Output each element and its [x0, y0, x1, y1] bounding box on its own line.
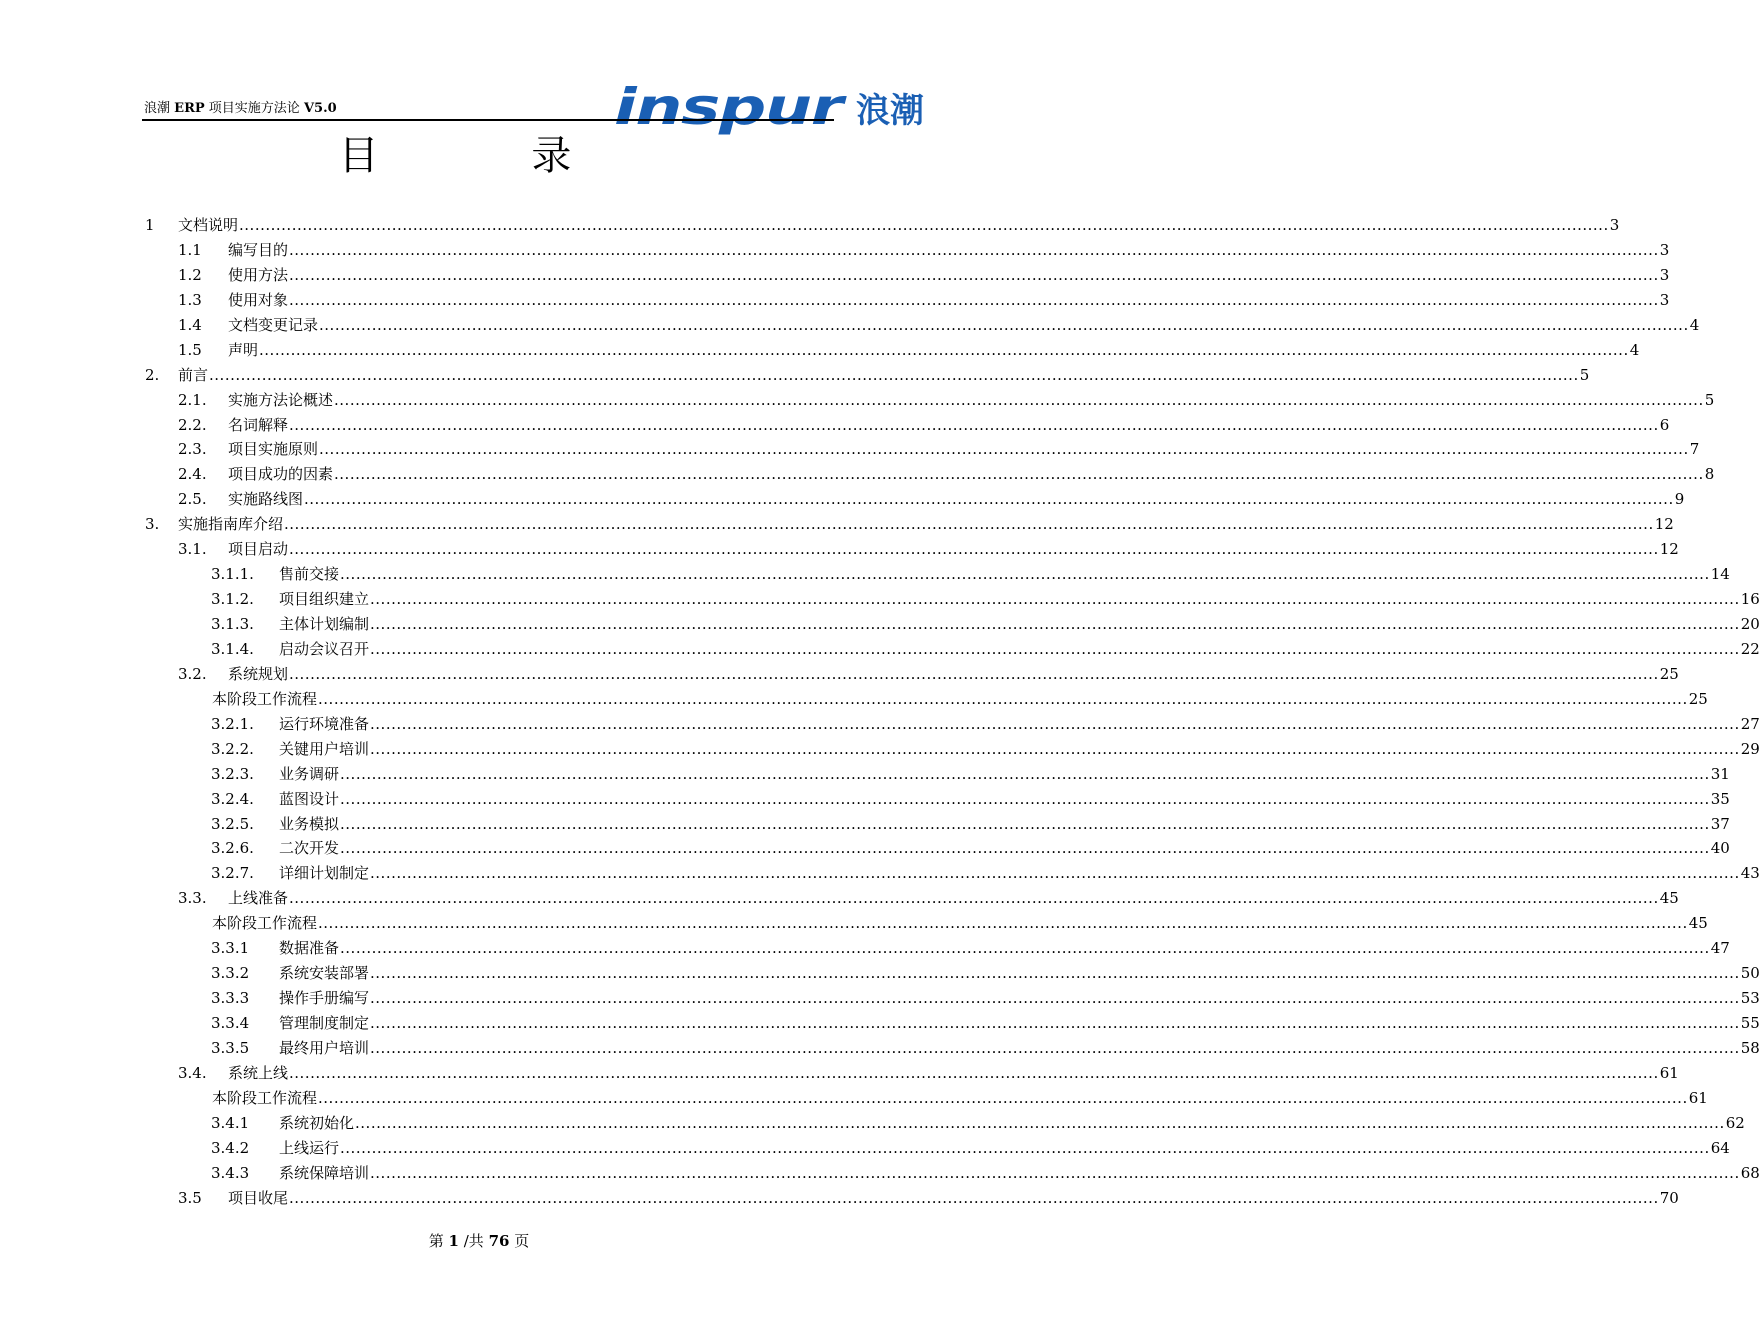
footer-prefix: 第	[428, 1232, 444, 1250]
toc-leader-dots: ....................................................................................................................................................................................................................................................................	[289, 415, 1659, 434]
toc-line	[279, 861, 1760, 886]
toc-line	[178, 363, 1590, 388]
toc-number: 3.2.5.	[211, 814, 254, 833]
toc-number: 3.2.1.	[211, 714, 254, 733]
toc-number: 3.3.5	[211, 1038, 250, 1057]
toc-label: 本阶段工作流程	[212, 914, 318, 933]
toc-page-number: 3	[1659, 240, 1670, 259]
toc-page-number: 3	[1659, 290, 1670, 309]
footer-suffix: 页	[514, 1232, 530, 1250]
toc-line	[279, 812, 1730, 837]
header-middle: 项目实施方法论	[208, 101, 300, 116]
header-rule	[142, 119, 834, 121]
toc-page-number: 61	[1659, 1063, 1679, 1082]
toc-page-number: 53	[1740, 989, 1760, 1008]
toc-number: 1.3	[178, 290, 202, 309]
footer-page: 1	[448, 1232, 459, 1250]
toc-label: 管理制度制定	[279, 1014, 370, 1032]
footer-total: 76	[488, 1232, 510, 1250]
toc-leader-dots: ....................................................................................................................................................................................................................................................................	[334, 465, 1704, 484]
toc-entry[interactable]	[0, 313, 1700, 338]
toc-line	[279, 836, 1730, 861]
toc-entry[interactable]	[0, 1186, 1679, 1211]
toc-page-number: 3	[1609, 216, 1620, 234]
toc-label: 实施路线图	[228, 490, 304, 509]
toc-entry[interactable]	[0, 512, 1674, 537]
toc-line	[279, 1011, 1760, 1036]
toc-leader-dots: ....................................................................................................................................................................................................................................................................	[304, 490, 1674, 509]
header-erp: ERP	[174, 101, 205, 116]
toc-number: 3.1.	[178, 540, 207, 559]
toc-leader-dots: ....................................................................................................................................................................................................................................................................	[370, 964, 1740, 983]
page-title: 目 录	[338, 133, 642, 179]
toc-line	[279, 1111, 1745, 1136]
toc-label: 业务调研	[279, 764, 340, 783]
toc-leader-dots: ....................................................................................................................................................................................................................................................................	[289, 664, 1659, 683]
toc-label: 前言	[178, 365, 209, 384]
toc-line	[228, 1186, 1679, 1211]
toc-leader-dots: ....................................................................................................................................................................................................................................................................	[318, 1088, 1688, 1107]
toc-leader-dots: ....................................................................................................................................................................................................................................................................	[318, 689, 1688, 708]
toc-entry[interactable]	[0, 712, 1760, 737]
toc-leader-dots: ....................................................................................................................................................................................................................................................................	[340, 1138, 1710, 1157]
toc-line	[228, 487, 1685, 512]
toc-line	[228, 886, 1679, 911]
toc-number: 3.3.2	[211, 964, 250, 983]
toc-leader-dots: ....................................................................................................................................................................................................................................................................	[370, 1038, 1740, 1057]
toc-page-number: 9	[1674, 490, 1685, 509]
toc-leader-dots: ....................................................................................................................................................................................................................................................................	[284, 515, 1654, 534]
toc-label: 业务模拟	[279, 814, 340, 833]
toc-entry[interactable]	[0, 637, 1760, 662]
toc-leader-dots: ....................................................................................................................................................................................................................................................................	[340, 764, 1710, 783]
toc-label: 声明	[228, 340, 259, 359]
toc-number: 3.1.1.	[211, 565, 254, 584]
toc-page-number: 37	[1710, 814, 1730, 833]
toc-leader-dots: ....................................................................................................................................................................................................................................................................	[289, 1188, 1659, 1207]
toc-entry[interactable]	[0, 1086, 1708, 1111]
toc-entry[interactable]	[0, 961, 1760, 986]
toc-entry[interactable]	[0, 413, 1670, 438]
toc-page-number: 6	[1659, 415, 1670, 434]
toc-label: 实施方法论概述	[228, 390, 334, 409]
logo-word: inspur	[614, 78, 848, 136]
toc-number: 1.2	[178, 265, 202, 284]
toc-page-number: 55	[1740, 1014, 1760, 1032]
toc-page-number: 31	[1710, 764, 1730, 783]
toc-number: 2.2.	[178, 415, 207, 434]
toc-label: 售前交接	[279, 565, 340, 584]
header-prefix: 浪潮	[144, 101, 171, 116]
toc-label: 运行环境准备	[279, 714, 370, 733]
toc-number: 2.1.	[178, 390, 207, 409]
toc-entry[interactable]	[0, 936, 1730, 961]
toc-entry[interactable]	[0, 687, 1708, 712]
toc-entry[interactable]	[0, 1036, 1760, 1061]
toc-page-number: 61	[1688, 1088, 1708, 1107]
toc-label: 数据准备	[279, 939, 340, 958]
toc-number: 2.4.	[178, 465, 207, 484]
toc-entry[interactable]	[0, 1161, 1760, 1186]
toc-line	[212, 911, 1708, 936]
toc-page-number: 5	[1579, 365, 1590, 384]
toc-entry[interactable]	[0, 911, 1708, 936]
toc-entry[interactable]	[0, 288, 1670, 313]
toc-line	[279, 787, 1730, 812]
toc-entry[interactable]	[0, 737, 1760, 762]
toc-leader-dots: ....................................................................................................................................................................................................................................................................	[355, 1113, 1725, 1132]
toc-entry[interactable]	[0, 662, 1679, 687]
toc-line	[228, 437, 1700, 462]
toc-page-number: 12	[1654, 515, 1674, 534]
toc-page-number: 62	[1725, 1113, 1745, 1132]
toc-entry[interactable]	[0, 836, 1730, 861]
toc-leader-dots: ....................................................................................................................................................................................................................................................................	[370, 1163, 1740, 1182]
toc-label: 系统初始化	[279, 1113, 355, 1132]
toc-leader-dots: ....................................................................................................................................................................................................................................................................	[340, 939, 1710, 958]
toc-entry[interactable]	[0, 437, 1700, 462]
toc-leader-dots: ....................................................................................................................................................................................................................................................................	[318, 914, 1688, 933]
toc-entry[interactable]	[0, 1136, 1730, 1161]
toc-label: 项目组织建立	[279, 590, 370, 609]
toc-label: 主体计划编制	[279, 615, 370, 633]
toc-leader-dots: ....................................................................................................................................................................................................................................................................	[340, 839, 1710, 858]
toc-entry[interactable]	[0, 562, 1730, 587]
toc-number: 2.3.	[178, 440, 207, 459]
toc-number: 3.2.	[178, 664, 207, 683]
toc-leader-dots: ....................................................................................................................................................................................................................................................................	[370, 615, 1740, 633]
toc-line	[228, 263, 1670, 288]
toc-line	[178, 512, 1674, 537]
toc-number: 3.3.	[178, 889, 207, 908]
toc-entry[interactable]	[0, 787, 1730, 812]
toc-line	[228, 338, 1640, 363]
toc-line	[178, 213, 1620, 238]
toc-label: 上线准备	[228, 889, 289, 908]
toc-leader-dots: ....................................................................................................................................................................................................................................................................	[289, 265, 1659, 284]
toc-label: 关键用户培训	[279, 739, 370, 758]
toc-leader-dots: ....................................................................................................................................................................................................................................................................	[334, 390, 1704, 409]
toc-line	[279, 961, 1760, 986]
toc-entry[interactable]	[0, 812, 1730, 837]
toc-label: 项目启动	[228, 540, 289, 559]
toc-page-number: 4	[1689, 315, 1700, 334]
toc-number: 3.3.3	[211, 989, 250, 1008]
toc-page-number: 20	[1740, 615, 1760, 633]
toc-label: 二次开发	[279, 839, 340, 858]
toc-label: 本阶段工作流程	[212, 689, 318, 708]
toc-line	[228, 313, 1700, 338]
toc-label: 文档说明	[178, 216, 239, 234]
toc-label: 最终用户培训	[279, 1038, 370, 1057]
toc-entry[interactable]	[0, 363, 1590, 388]
toc-page-number: 70	[1659, 1188, 1679, 1207]
toc-leader-dots: ....................................................................................................................................................................................................................................................................	[259, 340, 1629, 359]
toc-number: 2.	[145, 365, 160, 384]
toc-line	[228, 288, 1670, 313]
toc-line	[228, 413, 1670, 438]
toc-number: 1.1	[178, 240, 202, 259]
toc-number: 3.1.3.	[211, 615, 254, 633]
toc-page-number: 64	[1710, 1138, 1730, 1157]
toc-line	[228, 662, 1679, 687]
toc-number: 2.5.	[178, 490, 207, 509]
toc-leader-dots: ....................................................................................................................................................................................................................................................................	[370, 739, 1740, 758]
toc-line	[279, 1036, 1760, 1061]
toc-entry[interactable]	[0, 886, 1679, 911]
toc-number: 3.4.2	[211, 1138, 250, 1157]
toc-entry[interactable]	[0, 388, 1715, 413]
toc-label: 项目实施原则	[228, 440, 319, 459]
toc-number: 3.1.2.	[211, 590, 254, 609]
toc-line	[279, 1161, 1760, 1186]
toc-label: 操作手册编写	[279, 989, 370, 1008]
toc-page-number: 8	[1704, 465, 1715, 484]
toc-page-number: 25	[1659, 664, 1679, 683]
toc-number: 1.5	[178, 340, 202, 359]
toc-label: 文档变更记录	[228, 315, 319, 334]
toc-entry[interactable]	[0, 762, 1730, 787]
toc-leader-dots: ....................................................................................................................................................................................................................................................................	[370, 714, 1740, 733]
toc-page-number: 5	[1704, 390, 1715, 409]
toc-leader-dots: ....................................................................................................................................................................................................................................................................	[289, 290, 1659, 309]
toc-entry[interactable]	[0, 213, 1620, 238]
toc-line	[279, 612, 1760, 637]
toc-label: 本阶段工作流程	[212, 1088, 318, 1107]
footer-middle: /共	[463, 1232, 484, 1250]
toc-number: 3.4.1	[211, 1113, 250, 1132]
toc-leader-dots: ....................................................................................................................................................................................................................................................................	[340, 789, 1710, 808]
toc-page-number: 35	[1710, 789, 1730, 808]
toc-line	[279, 737, 1760, 762]
toc-leader-dots: ....................................................................................................................................................................................................................................................................	[370, 590, 1740, 609]
toc-entry[interactable]	[0, 1061, 1679, 1086]
toc-page-number: 40	[1710, 839, 1730, 858]
toc-leader-dots: ....................................................................................................................................................................................................................................................................	[239, 216, 1609, 234]
toc-page-number: 16	[1740, 590, 1760, 609]
toc-page-number: 58	[1740, 1038, 1760, 1057]
toc-leader-dots: ....................................................................................................................................................................................................................................................................	[209, 365, 1579, 384]
toc-leader-dots: ....................................................................................................................................................................................................................................................................	[370, 989, 1740, 1008]
toc-number: 3.2.3.	[211, 764, 254, 783]
toc-number: 1.4	[178, 315, 202, 334]
toc-label: 使用对象	[228, 290, 289, 309]
toc-entry[interactable]	[0, 861, 1760, 886]
toc-label: 系统保障培训	[279, 1163, 370, 1182]
toc-number: 3.4.3	[211, 1163, 250, 1182]
toc-entry[interactable]	[0, 263, 1670, 288]
toc-page-number: 47	[1710, 939, 1730, 958]
toc-number: 1	[145, 216, 155, 234]
page-footer	[0, 1230, 958, 1252]
toc-line	[279, 637, 1760, 662]
toc-line	[228, 388, 1715, 413]
toc-entry[interactable]	[0, 338, 1640, 363]
toc-page-number: 45	[1688, 914, 1708, 933]
toc-entry[interactable]	[0, 1111, 1745, 1136]
toc-label: 名词解释	[228, 415, 289, 434]
toc-label: 项目收尾	[228, 1188, 289, 1207]
toc-page-number: 50	[1740, 964, 1760, 983]
toc-leader-dots: ....................................................................................................................................................................................................................................................................	[370, 1014, 1740, 1032]
toc-line	[279, 986, 1760, 1011]
toc-leader-dots: ....................................................................................................................................................................................................................................................................	[289, 889, 1659, 908]
toc-page-number: 45	[1659, 889, 1679, 908]
toc-number: 3.2.7.	[211, 864, 254, 883]
toc-entry[interactable]	[0, 462, 1715, 487]
toc-entry[interactable]	[0, 537, 1679, 562]
toc-line	[228, 462, 1715, 487]
toc-number: 3.3.1	[211, 939, 250, 958]
toc-entry[interactable]	[0, 1011, 1760, 1036]
toc-entry[interactable]	[0, 612, 1760, 637]
toc-page-number: 25	[1688, 689, 1708, 708]
toc-line	[279, 587, 1760, 612]
table-of-contents	[0, 213, 1760, 1211]
logo-cn: 浪潮	[856, 91, 924, 131]
toc-number: 3.	[145, 515, 160, 534]
toc-line	[279, 712, 1760, 737]
toc-page-number: 27	[1740, 714, 1760, 733]
toc-line	[212, 1086, 1708, 1111]
toc-number: 3.2.2.	[211, 739, 254, 758]
toc-label: 启动会议召开	[279, 639, 370, 658]
toc-number: 3.4.	[178, 1063, 207, 1082]
toc-page-number: 43	[1740, 864, 1760, 883]
toc-label: 系统规划	[228, 664, 289, 683]
toc-entry[interactable]	[0, 986, 1760, 1011]
toc-number: 3.5	[178, 1188, 202, 1207]
toc-leader-dots: ....................................................................................................................................................................................................................................................................	[289, 540, 1659, 559]
toc-number: 3.2.6.	[211, 839, 254, 858]
toc-line	[228, 1061, 1679, 1086]
toc-label: 系统安装部署	[279, 964, 370, 983]
toc-page-number: 22	[1740, 639, 1760, 658]
toc-leader-dots: ....................................................................................................................................................................................................................................................................	[370, 864, 1740, 883]
toc-leader-dots: ....................................................................................................................................................................................................................................................................	[319, 440, 1689, 459]
toc-leader-dots: ....................................................................................................................................................................................................................................................................	[340, 565, 1710, 584]
toc-label: 系统上线	[228, 1063, 289, 1082]
toc-page-number: 4	[1629, 340, 1640, 359]
toc-line	[279, 762, 1730, 787]
toc-entry[interactable]	[0, 238, 1670, 263]
toc-line	[279, 1136, 1730, 1161]
running-header	[144, 100, 337, 118]
toc-label: 项目成功的因素	[228, 465, 334, 484]
toc-line	[279, 936, 1730, 961]
toc-number: 3.1.4.	[211, 639, 254, 658]
toc-number: 3.3.4	[211, 1014, 250, 1032]
toc-page-number: 3	[1659, 265, 1670, 284]
toc-label: 蓝图设计	[279, 789, 340, 808]
toc-label: 实施指南库介绍	[178, 515, 284, 534]
toc-leader-dots: ....................................................................................................................................................................................................................................................................	[319, 315, 1689, 334]
toc-number: 3.2.4.	[211, 789, 254, 808]
toc-page-number: 7	[1689, 440, 1700, 459]
toc-label: 使用方法	[228, 265, 289, 284]
toc-label: 编写目的	[228, 240, 289, 259]
toc-leader-dots: ....................................................................................................................................................................................................................................................................	[289, 1063, 1659, 1082]
toc-entry[interactable]	[0, 487, 1685, 512]
toc-line	[212, 687, 1708, 712]
toc-line	[228, 537, 1679, 562]
toc-entry[interactable]	[0, 587, 1760, 612]
toc-label: 详细计划制定	[279, 864, 370, 883]
toc-page-number: 29	[1740, 739, 1760, 758]
toc-leader-dots: ....................................................................................................................................................................................................................................................................	[289, 240, 1659, 259]
toc-leader-dots: ....................................................................................................................................................................................................................................................................	[370, 639, 1740, 658]
toc-page-number: 14	[1710, 565, 1730, 584]
toc-line	[228, 238, 1670, 263]
toc-leader-dots: ....................................................................................................................................................................................................................................................................	[340, 814, 1710, 833]
toc-page-number: 68	[1740, 1163, 1760, 1182]
toc-label: 上线运行	[279, 1138, 340, 1157]
toc-line	[279, 562, 1730, 587]
header-version: V5.0	[303, 101, 337, 116]
toc-page-number: 12	[1659, 540, 1679, 559]
